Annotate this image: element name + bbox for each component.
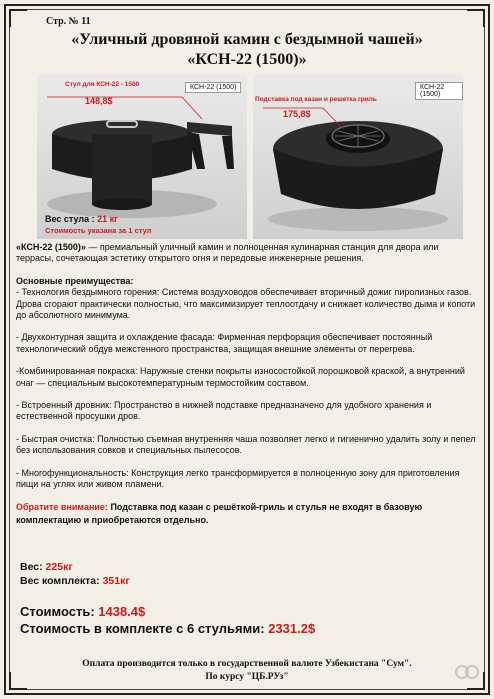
chair-label: Стул для КСН-22 - 1500 (65, 81, 140, 88)
stand-label: Подставка под казан и решетка гриль (255, 96, 377, 103)
intro-paragraph (16, 242, 478, 265)
watermark-icon (454, 661, 480, 683)
model-title: «КСН-22 (1500)» (187, 51, 307, 68)
advantage-item: - Технология бездымного горения: Система воздуховодов обеспечивает вторичный дожиг пиролизных газов. Дрова сгорают практически полностью, что максимизирует теплоотдачу и снижает количество дыма и копоти до абсолютного минимума. (16, 287, 476, 321)
model-tag: КСН-22 (1500) (415, 82, 463, 100)
page-title: «Уличный дровяной камин с бездымной чашей» (71, 31, 423, 48)
chair-weight-caption: Вес стула : 21 кг (45, 214, 118, 224)
chair-product-image (37, 74, 247, 239)
intro-text: — премиальный уличный камин и полноценная кулинарная станция для двора или террасы, сочетающая эстетику открытого огня и передовые инженерные решения. (16, 242, 439, 264)
advantages-heading: Основные преимущества: (16, 275, 134, 286)
stand-price: 175,8$ (283, 109, 311, 119)
intro-model: «КСН-22 (1500)» (16, 242, 86, 252)
kit-price-line: Стоимость в комплекте с 6 стульями: 2331.2$ (20, 621, 316, 636)
exchange-rate-note: По курсу "ЦБ.РУз" (205, 672, 289, 682)
page-number: Стр. № 11 (46, 16, 91, 27)
stand-product-image (253, 74, 463, 239)
chair-price: 148,8$ (85, 96, 113, 106)
note-text: Подставка под казан с решёткой-гриль и стулья не входят в базовую комплектацию и приобретаются отдельно. (16, 502, 423, 525)
weight-spec: Вес: 225кг (20, 561, 73, 573)
advantage-item: -Комбинированная покраска: Наружные стенки покрыты износостойкой порошковой краской, а внутренний очаг — специальным высокотемпературным термостойким составом. (16, 366, 465, 388)
description-section (16, 242, 478, 502)
corner-ornament (467, 9, 485, 27)
kit-weight-spec: Вес комплекта: 351кг (20, 575, 130, 587)
price-line: Стоимость: 1438.4$ (20, 604, 146, 619)
advantage-item: - Многофункциональность: Конструкция легко трансформируется в полноценную зону для приготовления пищи на углях или живом пламени. (16, 467, 460, 490)
attention-note (16, 501, 478, 527)
chair-price-note: Стоимость указана за 1 стул (45, 226, 152, 235)
payment-note: Оплата производится только в государственной валюте Узбекистана "Сум". (82, 659, 412, 669)
note-prefix: Обратите внимание: (16, 502, 108, 512)
advantage-item: - Встроенный дровник: Пространство в нижней подставке предназначено для удобного хранения и естественной просушки дров. (16, 400, 432, 422)
corner-ornament (9, 9, 27, 27)
advantage-item: - Двухконтурная защита и охлаждение фасада: Фирменная перфорация обеспечивает постоянный технологический обдув межстенного пространства, защищая внешние элементы от перегрева. (16, 332, 433, 354)
model-tag: КСН-22 (1500) (185, 82, 241, 93)
advantage-item: - Быстрая очистка: Полностью съемная внутренняя чаша позволяет легко и гигиенично удалить золу и пепел без использования совков и специальных пылесосов. (16, 433, 476, 456)
